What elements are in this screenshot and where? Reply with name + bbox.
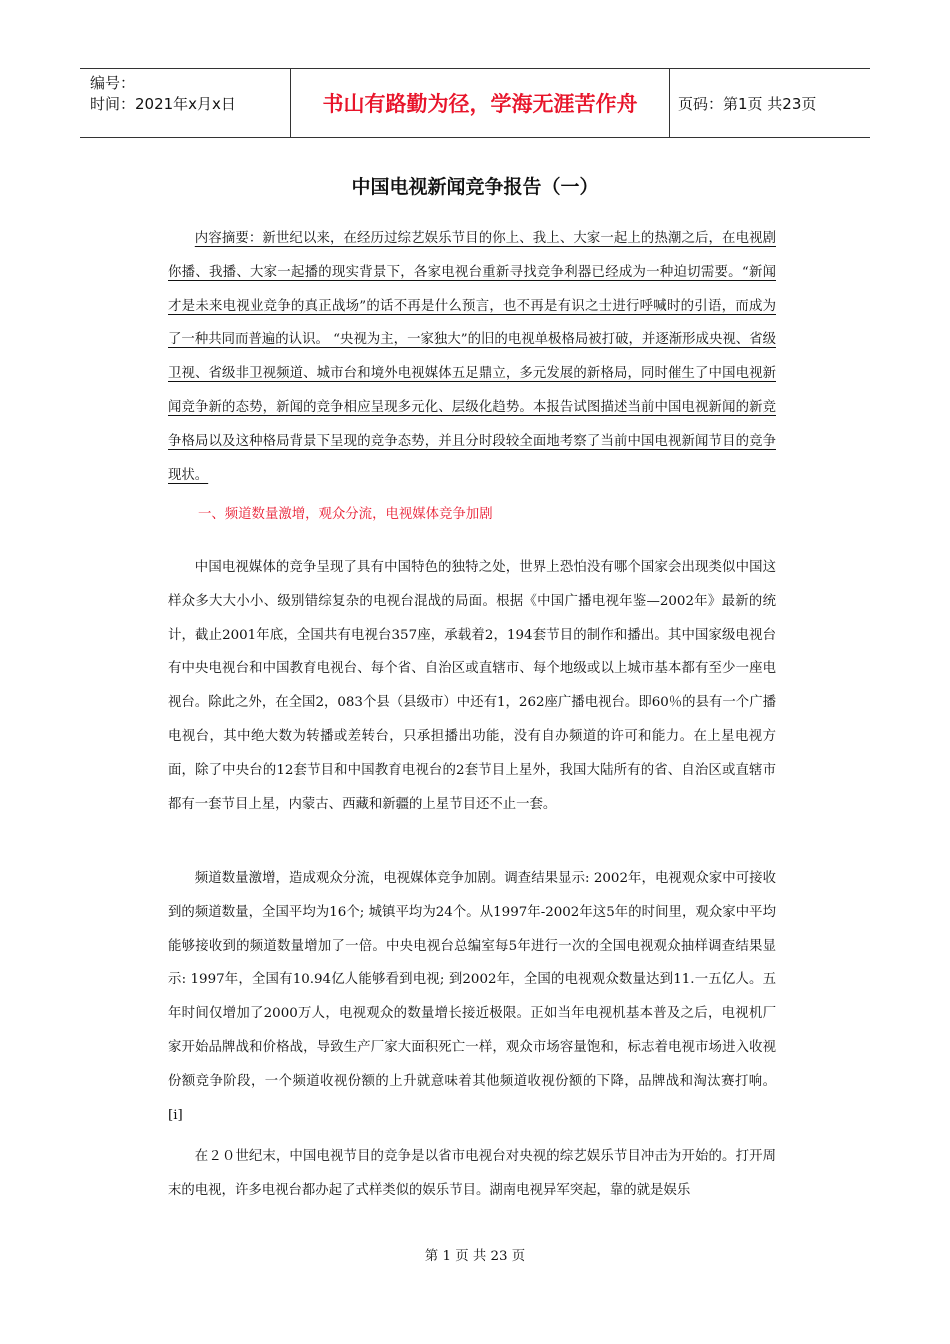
section-heading: 一、频道数量激增，观众分流，电视媒体竞争加剧 bbox=[198, 507, 493, 522]
document-title: 中国电视新闻竞争报告（一） bbox=[351, 176, 599, 198]
header-motto: 书山有路勤为径，学海无涯苦作舟 bbox=[291, 69, 670, 137]
body-paragraph-1: 中国电视媒体的竞争呈现了具有中国特色的独特之处，世界上恐怕没有哪个国家会出现类似中国这样众多大大小小、级别错综复杂的电视台混战的局面。根据《中国广播电视年鉴—2002年》最新的统计，截止2001年底，全国共有电视台357座，承载着2，194套节目的制作和播出。其中国家级电视台有中央电视台和中国教育电视台、每个省、自治区或直辖市、每个地级或以上城市基本都有至少一座电视台。除此之外，在全国2，083个县（县级市）中还有1，262座广播电视台。即60％的县有一个广播电视台，其中绝大数为转播或差转台，只承担播出功能，没有自办频道的许可和能力。在上星电视方面，除了中央台的12套节目和中国教育电视台的2套节目上星外，我国大陆所有的省、自治区或直辖市都有一套节目上星，内蒙古、西藏和新疆的上星节目还不止一套。 bbox=[168, 560, 776, 812]
body-paragraph-3: 在２０世纪末，中国电视节目的竞争是以省市电视台对央视的综艺娱乐节目冲击为开始的。打开周末的电视，许多电视台都办起了式样类似的娱乐节目。湖南电视异军突起，靠的就是娱乐 bbox=[168, 1149, 776, 1198]
header-page-info: 页码：第1页 共23页 bbox=[678, 94, 817, 113]
body-paragraph-2: 频道数量激增，造成观众分流，电视媒体竞争加剧。调查结果显示: 2002年，电视观众家中可接收到的频道数量，全国平均为16个; 城镇平均为24个。从1997年-2002年这5年的时间里，观众家中平均能够接收到的频道数量增加了一倍。中央电视台总编室每5年进行一次的全国电视观众抽样调查结果显示: 1997年，全国有10.94亿人能够看到电视; 到2002年，全国的电视观众数量达到11.一五亿人。五年时间仅增加了2000万人，电视观众的数量增长接近极限。正如当年电视机基本普及之后，电视机厂家开始品牌战和价格战，导致生产厂家大面积死亡一样，观众市场容量饱和，标志着电视市场进入收视份额竞争阶段，一个频道收视份额的上升就意味着其他频道收视份额的下降，品牌战和淘汰赛打响。 [i] bbox=[168, 871, 776, 1123]
header-meta bbox=[80, 69, 291, 137]
document-time-label: 时间：2021年x月x日 bbox=[90, 95, 236, 113]
document-number-label: 编号： bbox=[90, 74, 136, 92]
abstract-paragraph: 内容摘要：新世纪以来，在经历过综艺娱乐节目的你上、我上、大家一起上的热潮之后，在电视剧你播、我播、大家一起播的现实背景下，各家电视台重新寻找竞争利器已经成为一种迫切需要。“新闻才是未来电视业竞争的真正战场”的话不再是什么预言，也不再是有识之士进行呼喊时的引语，而成为了一种共同而普遍的认识。 “央视为主，一家独大”的旧的电视单极格局被打破，并逐渐形成央视、省级卫视、省级非卫视频道、城市台和境外电视媒体五足鼎立，多元发展的新格局，同时催生了中国电视新闻竞争新的态势，新闻的竞争相应呈现多元化、层级化趋势。本报告试图描述当前中国电视新闻的新竞争格局以及这种格局背景下呈现的竞争态势，并且分时段较全面地考察了当前中国电视新闻节目的竞争现状。 bbox=[168, 231, 776, 483]
page-footer: 第 1 页 共 23 页 bbox=[424, 1249, 526, 1264]
header-table bbox=[80, 68, 870, 138]
